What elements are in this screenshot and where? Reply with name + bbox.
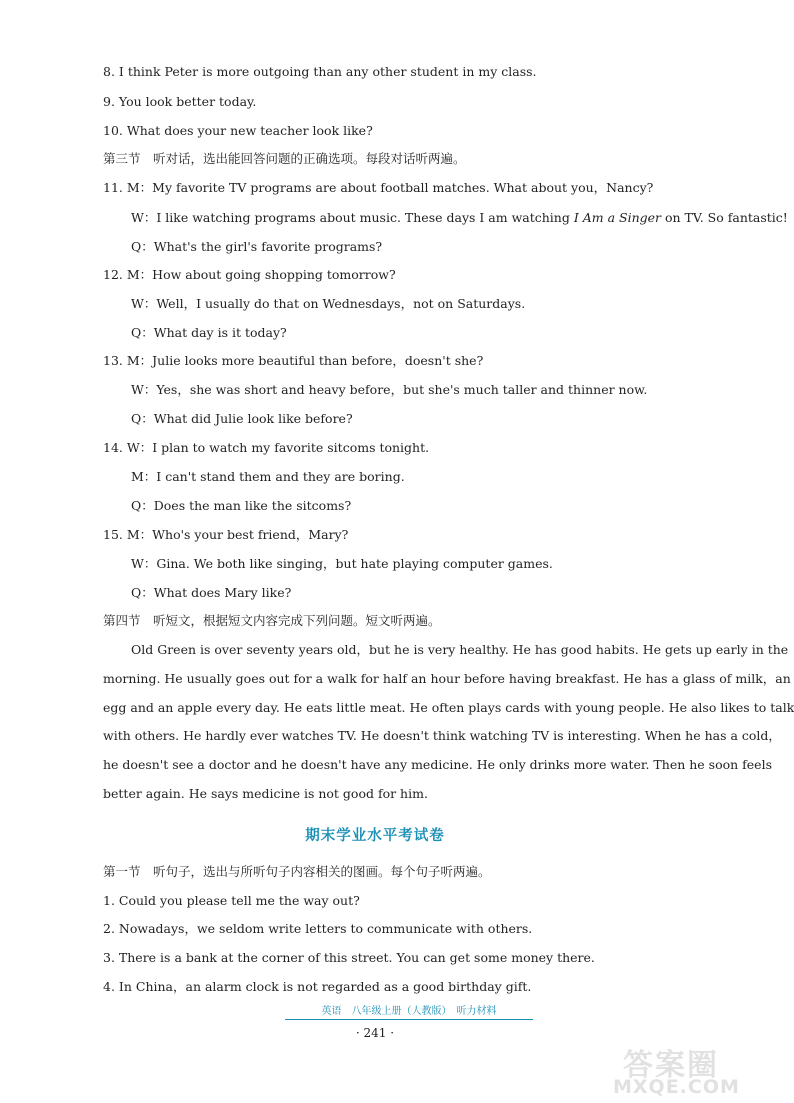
- sentence-8: 8. I think Peter is more outgoing than any other student in my class.: [103, 64, 537, 79]
- section-3-instruction: 第三节 听对话，选出能回答问题的正确选项。每段对话听两遍。: [103, 151, 466, 166]
- final-sentence-3: 3. There is a bank at the corner of this street. You can get some money there.: [103, 950, 595, 965]
- passage-line-4: with others. He hardly ever watches TV. He doesn't think watching TV is interesting. When he has a cold，: [103, 728, 781, 743]
- dialogue-12-woman: W：Well，I usually do that on Wednesdays，not on Saturdays.: [131, 296, 526, 311]
- sentence-9: 9. You look better today.: [103, 94, 257, 109]
- watermark-text-top: 答案圈: [623, 1048, 719, 1083]
- passage-line-6: better again. He says medicine is not good for him.: [103, 786, 428, 801]
- final-sentence-1: 1. Could you please tell me the way out?: [103, 893, 360, 908]
- footer-divider: [285, 1019, 533, 1020]
- final-sentence-4: 4. In China，an alarm clock is not regarded as a good birthday gift.: [103, 979, 532, 994]
- footer-title: 英语 八年级上册（人教版） 听力材料: [321, 1006, 497, 1017]
- dialogue-13-woman: W：Yes，she was short and heavy before，but she's much taller and thinner now.: [131, 382, 648, 397]
- section-1-instruction: 第一节 听句子，选出与所听句子内容相关的图画。每个句子听两遍。: [103, 864, 491, 879]
- dialogue-14-question: Q：Does the man like the sitcoms?: [131, 498, 352, 513]
- dialogue-11-woman: W：I like watching programs about music. These days I am watching I Am a Singer on TV. So fantastic!: [131, 210, 788, 225]
- page-number: · 241 ·: [355, 1026, 395, 1040]
- passage-line-5: he doesn't see a doctor and he doesn't have any medicine. He only drinks more water. Then he soon feels: [103, 757, 772, 772]
- dialogue-15-man: 15. M：Who's your best friend，Mary?: [103, 527, 349, 542]
- dialogue-14-woman: 14. W：I plan to watch my favorite sitcoms tonight.: [103, 440, 430, 455]
- dialogue-11-man: 11. M：My favorite TV programs are about football matches. What about you，Nancy?: [103, 180, 654, 195]
- dialogue-11-question: Q：What's the girl's favorite programs?: [131, 239, 383, 254]
- section-4-instruction: 第四节 听短文，根据短文内容完成下列问题。短文听两遍。: [103, 613, 441, 628]
- dialogue-15-woman: W：Gina. We both like singing，but hate playing computer games.: [131, 556, 553, 571]
- passage-line-2: morning. He usually goes out for a walk for half an hour before having breakfast. He has a glass of milk，an: [103, 671, 791, 686]
- program-title: I Am a Singer: [573, 210, 662, 225]
- passage-line-3: egg and an apple every day. He eats little meat. He often plays cards with young people. He also likes to talk: [103, 700, 794, 715]
- watermark-logo: [605, 1040, 745, 1098]
- passage-line-1: Old Green is over seventy years old，but he is very healthy. He has good habits. He gets up early in the: [131, 642, 789, 657]
- dialogue-12-question: Q：What day is it today?: [131, 325, 287, 340]
- dialogue-15-question: Q：What does Mary like?: [131, 585, 292, 600]
- watermark-text-bottom: MXQE.COM: [613, 1076, 740, 1098]
- dialogue-14-man: M：I can't stand them and they are boring.: [131, 469, 405, 484]
- sentence-10: 10. What does your new teacher look like?: [103, 123, 373, 138]
- dialogue-13-question: Q：What did Julie look like before?: [131, 411, 353, 426]
- final-sentence-2: 2. Nowadays，we seldom write letters to communicate with others.: [103, 921, 533, 936]
- dialogue-12-man: 12. M：How about going shopping tomorrow?: [103, 267, 396, 282]
- dialogue-13-man: 13. M：Julie looks more beautiful than before，doesn't she?: [103, 353, 484, 368]
- exam-heading: 期末学业水平考试卷: [305, 828, 445, 844]
